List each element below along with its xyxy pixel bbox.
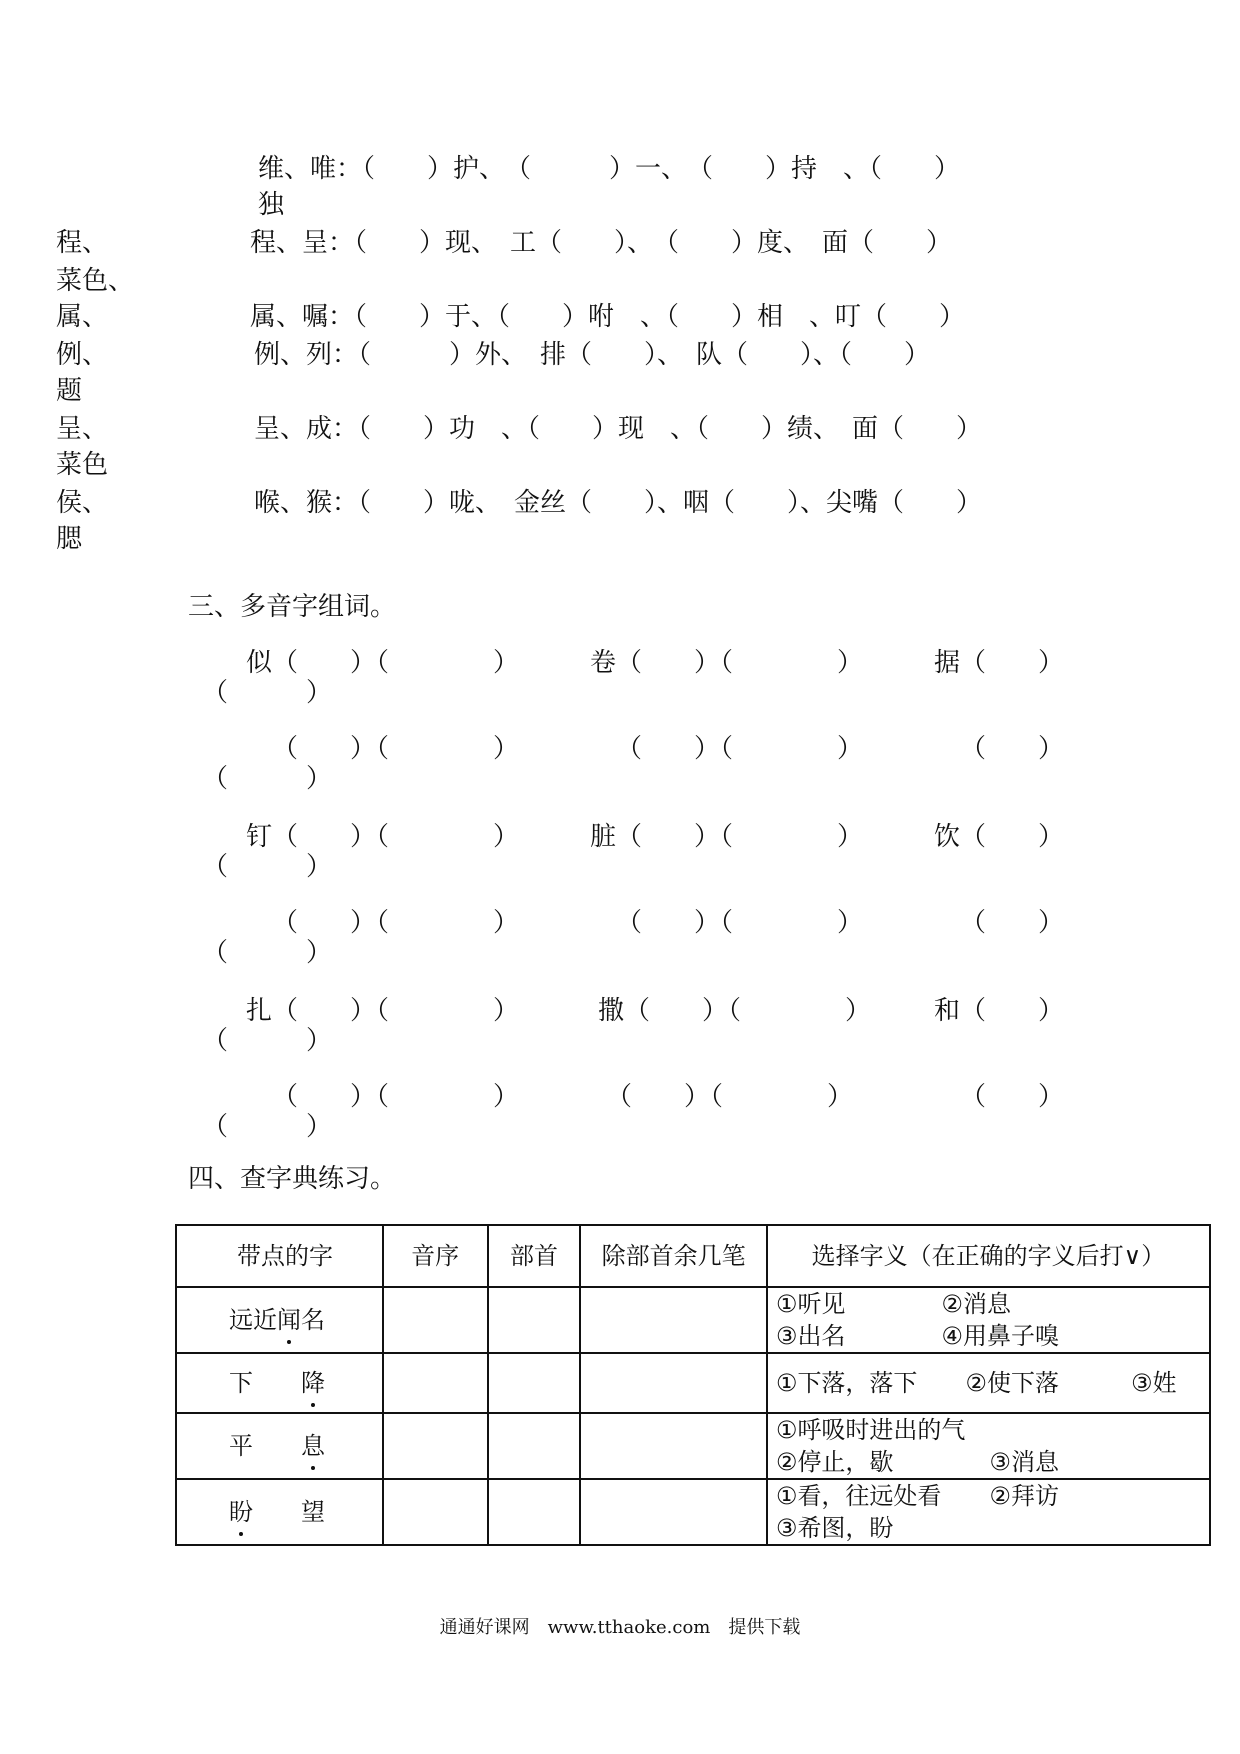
polyphone-wrap: （ ） [202, 764, 333, 794]
polyphone-group: （ ）（ ） [272, 734, 520, 764]
polyphone-group: 据（ ） [934, 648, 1065, 678]
homophone-row-6: 喉、猴：（ ）咙、 金丝（ ）、咽（ ）、尖嘴（ ） [254, 488, 983, 518]
answer-strokes-cell[interactable] [580, 1413, 767, 1479]
header-radical: 部首 [488, 1225, 581, 1287]
polyphone-group: （ ）（ ） [616, 734, 864, 764]
header-meaning: 选择字义（在正确的字义后打∨） [767, 1225, 1210, 1287]
polyphone-wrap: （ ） [202, 852, 333, 882]
polyphone-group: （ ） [960, 1082, 1065, 1112]
header-initial: 音序 [383, 1225, 488, 1287]
dotted-word: 盼 望 [176, 1479, 383, 1545]
answer-initial-cell[interactable] [383, 1413, 488, 1479]
header-dotted-char: 带点的字 [176, 1225, 383, 1287]
margin-note: 程、 [56, 228, 109, 258]
dotted-word: 平 息 [176, 1413, 383, 1479]
polyphone-group: （ ）（ ） [272, 1082, 520, 1112]
meaning-options[interactable]: ①下落，落下 ②使下落 ③姓 [767, 1353, 1210, 1413]
answer-strokes-cell[interactable] [580, 1353, 767, 1413]
polyphone-group: 扎（ ）（ ） [246, 996, 520, 1026]
answer-radical-cell[interactable] [488, 1479, 581, 1545]
homophone-row-5: 呈、成：（ ）功 、（ ）现 、（ ）绩、 面（ ） [254, 414, 983, 444]
margin-note: 菜色、 [56, 266, 135, 296]
margin-note: 例、 [56, 340, 109, 370]
polyphone-group: （ ）（ ） [606, 1082, 854, 1112]
homophone-row-4: 例、列：（ ）外、 排（ ）、 队（ ）、（ ） [254, 340, 931, 370]
section-4-heading: 四、查字典练习。 [188, 1164, 397, 1194]
table-header-row [176, 1225, 1210, 1287]
margin-note: 属、 [56, 302, 109, 332]
dotted-char: 息 [301, 1430, 325, 1462]
answer-strokes-cell[interactable] [580, 1287, 767, 1353]
answer-initial-cell[interactable] [383, 1287, 488, 1353]
answer-initial-cell[interactable] [383, 1353, 488, 1413]
dotted-word: 下 降 [176, 1353, 383, 1413]
answer-radical-cell[interactable] [488, 1353, 581, 1413]
table-row [176, 1287, 1210, 1353]
dotted-word: 远近闻 名 [176, 1287, 383, 1353]
polyphone-group: （ ） [960, 908, 1065, 938]
polyphone-wrap: （ ） [202, 938, 333, 968]
margin-note: 题 [56, 376, 83, 406]
margin-note: 腮 [56, 524, 83, 554]
polyphone-group: （ ） [960, 734, 1065, 764]
homophone-row-1: 维、唯：（ ）护、 （ ）一、 （ ）持 、（ ） [258, 154, 961, 184]
section-3-heading: 三、多音字组词。 [188, 592, 397, 622]
answer-initial-cell[interactable] [383, 1479, 488, 1545]
margin-note: 侯、 [56, 488, 109, 518]
answer-radical-cell[interactable] [488, 1413, 581, 1479]
page-footer: 通通好课网 www.tthaoke.com 提供下载 [439, 1617, 801, 1638]
polyphone-group: 饮（ ） [934, 822, 1065, 852]
table-row [176, 1413, 1210, 1479]
meaning-options[interactable]: ①听见 ②消息 ③出名 ④用鼻子嗅 [767, 1287, 1210, 1353]
table-row [176, 1479, 1210, 1545]
margin-note: 菜色 [56, 450, 109, 480]
homophone-row-1-wrap: 独 [258, 190, 285, 220]
polyphone-wrap: （ ） [202, 1112, 333, 1142]
polyphone-group: （ ）（ ） [616, 908, 864, 938]
dictionary-table [175, 1224, 1211, 1546]
homophone-row-2: 程、呈：（ ）现、 工（ ）、 （ ）度、 面（ ） [250, 228, 953, 258]
answer-strokes-cell[interactable] [580, 1479, 767, 1545]
dotted-char: 盼 [229, 1496, 253, 1528]
dotted-char: 降 [301, 1367, 325, 1399]
margin-note: 呈、 [56, 414, 109, 444]
polyphone-group: 似（ ）（ ） [246, 648, 520, 678]
polyphone-wrap: （ ） [202, 1026, 333, 1056]
polyphone-group: 撒（ ）（ ） [598, 996, 872, 1026]
polyphone-group: 脏（ ）（ ） [590, 822, 864, 852]
polyphone-wrap: （ ） [202, 678, 333, 708]
header-strokes: 除部首余几笔 [580, 1225, 767, 1287]
polyphone-group: 钉（ ）（ ） [246, 822, 520, 852]
dotted-char: 闻 [277, 1304, 301, 1336]
meaning-options[interactable]: ①呼吸时进出的气 ②停止，歇 ③消息 [767, 1413, 1210, 1479]
homophone-row-3: 属、嘱：（ ）于、（ ）咐 、（ ）相 、叮（ ） [250, 302, 966, 332]
answer-radical-cell[interactable] [488, 1287, 581, 1353]
table-row [176, 1353, 1210, 1413]
polyphone-group: 卷（ ）（ ） [590, 648, 864, 678]
meaning-options[interactable]: ①看，往远处看 ②拜访 ③希图，盼 [767, 1479, 1210, 1545]
polyphone-group: 和（ ） [934, 996, 1065, 1026]
polyphone-group: （ ）（ ） [272, 908, 520, 938]
